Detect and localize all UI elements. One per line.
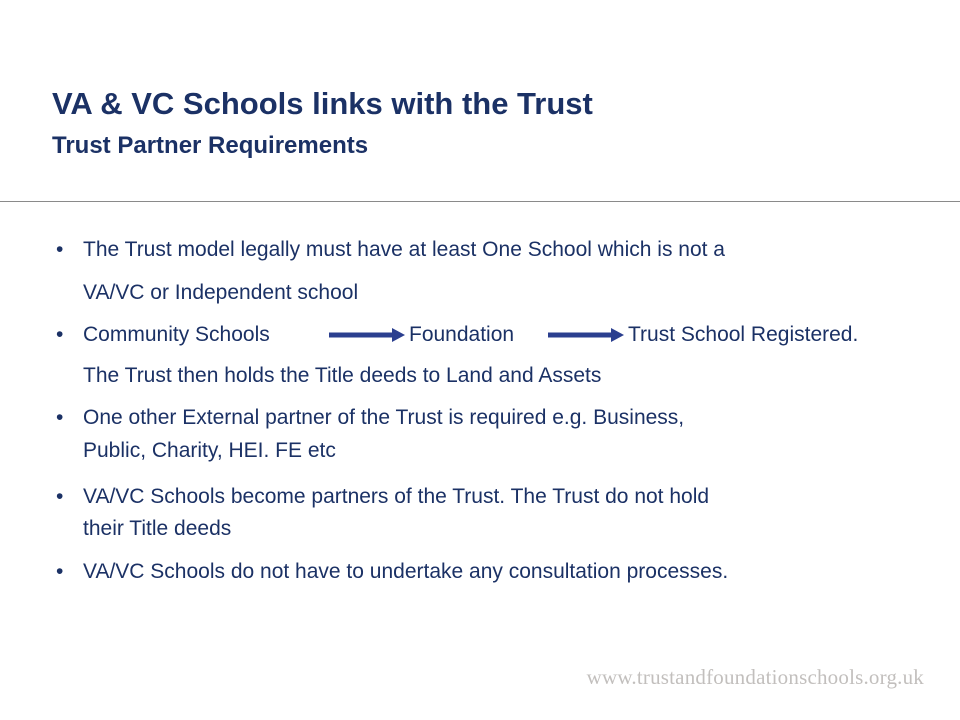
slide-title: VA & VC Schools links with the Trust	[52, 86, 593, 121]
right-arrow-icon	[329, 327, 405, 343]
bullet-4-line-2: their Title deeds	[83, 517, 232, 540]
bullet-2-line-2: The Trust then holds the Title deeds to Land and Assets	[83, 364, 602, 387]
bullet-marker: •	[56, 238, 64, 261]
bullet-2-trust-school-registered: Trust School Registered.	[628, 323, 859, 346]
slide-subtitle: Trust Partner Requirements	[52, 132, 369, 159]
bullet-3-line-1: One other External partner of the Trust is required e.g. Business,	[83, 406, 685, 429]
bullet-marker: •	[56, 323, 64, 346]
title-divider	[0, 201, 960, 202]
bullet-marker: •	[56, 485, 64, 508]
bullet-2-community-schools: Community Schools	[83, 323, 270, 346]
right-arrow-icon	[548, 327, 624, 343]
bullet-5-line-1: VA/VC Schools do not have to undertake any consultation processes.	[83, 560, 729, 583]
bullet-1-line-1: The Trust model legally must have at least One School which is not a	[83, 238, 725, 261]
bullet-marker: •	[56, 560, 64, 583]
bullet-4-line-1: VA/VC Schools become partners of the Trust. The Trust do not hold	[83, 485, 710, 508]
bullet-1-line-2: VA/VC or Independent school	[83, 281, 359, 304]
bullet-marker: •	[56, 406, 64, 429]
bullet-3-line-2: Public, Charity, HEI. FE etc	[83, 439, 336, 462]
footer-website-url: www.trustandfoundationschools.org.uk	[586, 665, 924, 689]
bullet-2-foundation: Foundation	[409, 323, 515, 346]
